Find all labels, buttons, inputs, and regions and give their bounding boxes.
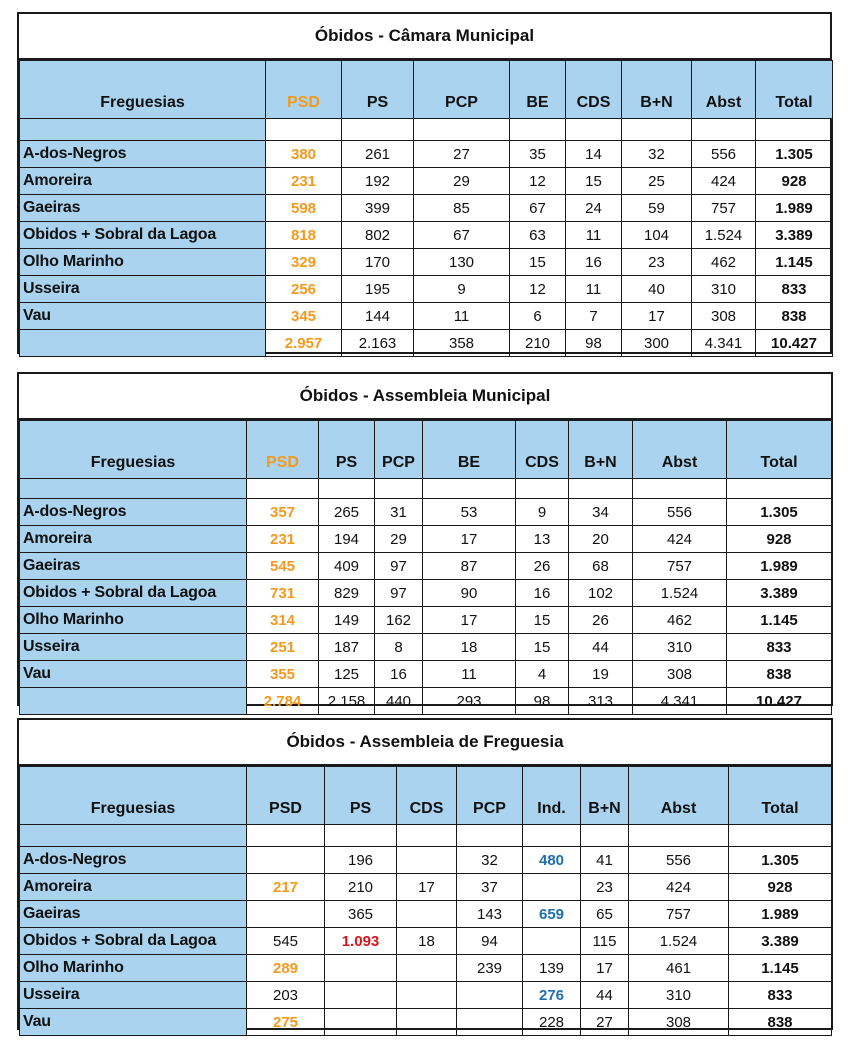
- header-bn: B+N: [569, 421, 633, 479]
- table-row: Amoreira 231 192 29 12 15 25 424 928: [20, 168, 833, 195]
- table-row: Obidos + Sobral da Lagoa 545 1.093 18 94 115 1.524 3.389: [20, 928, 832, 955]
- table-title: Óbidos - Câmara Municipal: [19, 14, 830, 60]
- header-ps: PS: [319, 421, 375, 479]
- header-freguesias: Freguesias: [20, 61, 266, 119]
- table-assembleia-municipal: [17, 372, 833, 710]
- header-total: Total: [729, 767, 832, 825]
- header-pcp: PCP: [414, 61, 510, 119]
- table-row: Usseira 256 195 9 12 11 40 310 833: [20, 276, 833, 303]
- header-total: Total: [727, 421, 832, 479]
- table-row: Amoreira 231 194 29 17 13 20 424 928: [20, 526, 832, 553]
- table-row: Obidos + Sobral da Lagoa 818 802 67 63 11 104 1.524 3.389: [20, 222, 833, 249]
- totals-row: 2.957 2.163 358 210 98 300 4.341 10.427: [20, 330, 833, 357]
- header-pcp: PCP: [457, 767, 523, 825]
- header-row: [20, 767, 832, 825]
- results-table: [19, 60, 833, 357]
- table-row: Gaeiras 598 399 85 67 24 59 757 1.989: [20, 195, 833, 222]
- header-abst: Abst: [692, 61, 756, 119]
- header-psd: PSD: [266, 61, 342, 119]
- table-title: Óbidos - Assembleia Municipal: [19, 374, 831, 420]
- header-freguesias: Freguesias: [20, 421, 247, 479]
- header-ind: Ind.: [523, 767, 581, 825]
- table-assembleia-freguesia: [17, 718, 833, 1030]
- header-cds: CDS: [516, 421, 569, 479]
- header-psd: PSD: [247, 767, 325, 825]
- header-cds: CDS: [397, 767, 457, 825]
- header-bn: B+N: [581, 767, 629, 825]
- header-total: Total: [756, 61, 833, 119]
- table-row: Gaeiras 365 143 659 65 757 1.989: [20, 901, 832, 928]
- results-table: [19, 420, 832, 715]
- table-row: Amoreira 217 210 17 37 23 424 928: [20, 874, 832, 901]
- spacer-row: [20, 479, 832, 499]
- header-row: [20, 61, 833, 119]
- header-row: [20, 421, 832, 479]
- header-freguesias: Freguesias: [20, 767, 247, 825]
- table-row: Obidos + Sobral da Lagoa 731 829 97 90 16 102 1.524 3.389: [20, 580, 832, 607]
- header-ps: PS: [342, 61, 414, 119]
- table-title: Óbidos - Assembleia de Freguesia: [19, 720, 831, 766]
- header-psd: PSD: [247, 421, 319, 479]
- table-row: Olho Marinho 329 170 130 15 16 23 462 1.145: [20, 249, 833, 276]
- header-cds: CDS: [566, 61, 622, 119]
- header-be: BE: [423, 421, 516, 479]
- table-row: Gaeiras 545 409 97 87 26 68 757 1.989: [20, 553, 832, 580]
- table-row: Vau 345 144 11 6 7 17 308 838: [20, 303, 833, 330]
- spacer-row: [20, 119, 833, 141]
- results-table: [19, 766, 832, 1036]
- table-camara-municipal: [17, 12, 832, 354]
- spacer-row: [20, 825, 832, 847]
- table-row: A-dos-Negros 380 261 27 35 14 32 556 1.305: [20, 141, 833, 168]
- header-be: BE: [510, 61, 566, 119]
- table-row: Vau 275 228 27 308 838: [20, 1009, 832, 1036]
- table-row: A-dos-Negros 357 265 31 53 9 34 556 1.305: [20, 499, 832, 526]
- header-ps: PS: [325, 767, 397, 825]
- header-abst: Abst: [629, 767, 729, 825]
- table-row: Usseira 203 276 44 310 833: [20, 982, 832, 1009]
- table-row: A-dos-Negros 196 32 480 41 556 1.305: [20, 847, 832, 874]
- header-pcp: PCP: [375, 421, 423, 479]
- header-abst: Abst: [633, 421, 727, 479]
- table-row: Olho Marinho 314 149 162 17 15 26 462 1.145: [20, 607, 832, 634]
- table-row: Vau 355 125 16 11 4 19 308 838: [20, 661, 832, 688]
- header-bn: B+N: [622, 61, 692, 119]
- table-row: Usseira 251 187 8 18 15 44 310 833: [20, 634, 832, 661]
- table-row: Olho Marinho 289 239 139 17 461 1.145: [20, 955, 832, 982]
- totals-row: 2.784 2.158 440 293 98 313 4.341 10.427: [20, 688, 832, 715]
